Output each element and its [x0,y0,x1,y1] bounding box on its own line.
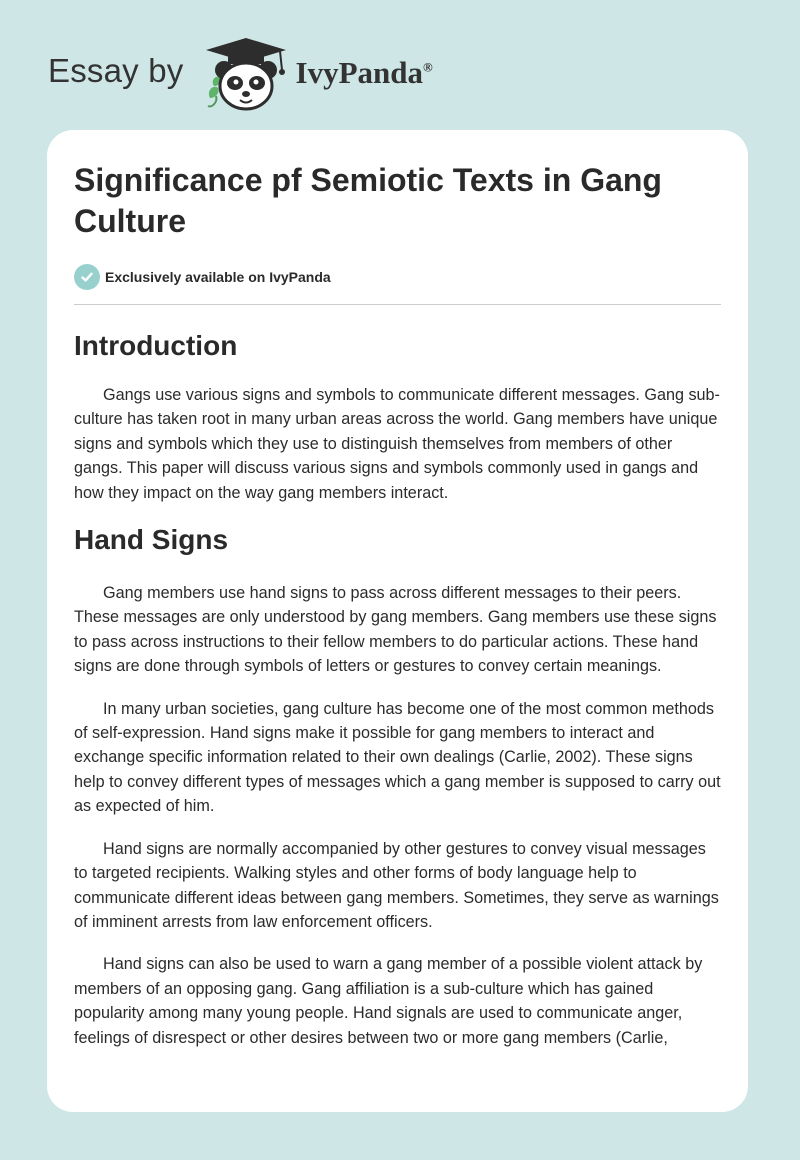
paragraph: Hand signs can also be used to warn a gang member of a possible violent attack by members of an opposing gang. Gang affiliation is a sub-culture which has gained popularity among many young people. Hand signals are used to communicate anger, feelings of disrespect or other desires between two or more gang members (Carlie, [74,955,703,1047]
brand-name[interactable] [296,55,433,91]
exclusive-badge [74,263,721,291]
brand-text: IvyPanda [295,55,423,90]
panda-graduate-icon[interactable] [200,36,292,112]
site-header [48,36,433,112]
registered-mark: ® [422,59,433,75]
paragraph: Gangs use various signs and symbols to communicate different messages. Gang sub-culture has taken root in many urban areas across the world. Gang members have unique signs and symbols which they use to distinguish themselves from members of other gangs. This paper will discuss various signs and symbols commonly used in gangs and how they impact on the way gang members interact. [74,386,720,502]
section-heading-introduction: Introduction [74,330,238,361]
exclusive-badge-text: Exclusively available on IvyPanda [105,269,331,285]
paragraph: Hand signs are normally accompanied by other gestures to convey visual messages to targeted recipients. Walking styles and other forms of body language help to communicate different ideas between gang members. Sometimes, they serve as warnings of imminent arrests from law enforcement officers. [74,839,719,931]
page-title-line-2: Culture [74,203,186,239]
section-heading-hand-signs: Hand Signs [74,524,229,556]
essay-card [47,130,748,1112]
paragraph: Gang members use hand signs to pass across different messages to their peers. These messages are only understood by gang members. Gang members use these signs to pass across instructions to their fellow members to do particular actions. These hand signs are done through symbols of letters or gestures to convey certain meanings. [74,584,717,676]
paragraph: In many urban societies, gang culture has become one of the most common methods of self-expression. Hand signs make it possible for gang members to interact and exchange specific information related to their own dealings (Carlie, 2002). These signs help to convey different types of messages which a gang member is supposed to carry out as expected of him. [74,699,721,816]
essay-by-label: Essay by [48,52,184,89]
check-circle-icon [74,264,100,290]
page-title-line-1: Significance pf Semiotic Texts in Gang [74,162,662,198]
divider [74,304,721,305]
page-title [74,160,721,242]
